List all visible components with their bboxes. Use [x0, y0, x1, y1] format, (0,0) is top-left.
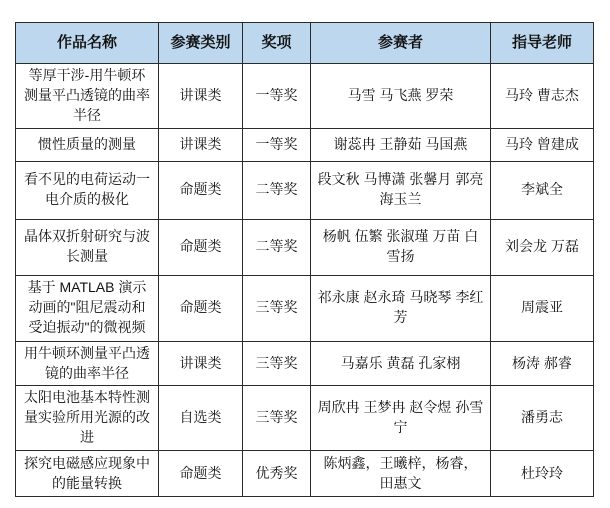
header-category: 参赛类别 — [159, 23, 243, 64]
cell-category: 讲课类 — [159, 64, 243, 129]
cell-category: 自选类 — [159, 386, 243, 451]
cell-participants: 杨帆 伍繁 张淑瑾 万苗 白雪扬 — [311, 219, 491, 275]
cell-category: 命题类 — [159, 451, 243, 497]
cell-award: 一等奖 — [243, 64, 311, 129]
cell-participants: 陈炳鑫，王曦梓，杨睿，田惠文 — [311, 451, 491, 497]
cell-award: 优秀奖 — [243, 451, 311, 497]
cell-advisor: 潘勇志 — [491, 386, 594, 451]
cell-award: 三等奖 — [243, 275, 311, 341]
cell-participants: 马嘉乐 黄磊 孔家栩 — [311, 341, 491, 386]
cell-work-title: 探究电磁感应现象中的能量转换 — [16, 451, 159, 497]
cell-work-title: 太阳电池基本特性测量实验所用光源的改进 — [16, 386, 159, 451]
cell-participants: 马雪 马飞燕 罗荣 — [311, 64, 491, 129]
cell-category: 讲课类 — [159, 128, 243, 161]
cell-award: 三等奖 — [243, 386, 311, 451]
cell-advisor: 刘会龙 万磊 — [491, 219, 594, 275]
cell-advisor: 李斌全 — [491, 161, 594, 219]
cell-work-title: 用牛顿环测量平凸透镜的曲率半径 — [16, 341, 159, 386]
cell-participants: 谢蕊冉 王静茹 马国燕 — [311, 128, 491, 161]
cell-work-title: 等厚干涉-用牛顿环测量平凸透镜的曲率半径 — [16, 64, 159, 129]
table-row — [16, 128, 594, 161]
cell-award: 一等奖 — [243, 128, 311, 161]
cell-category: 讲课类 — [159, 341, 243, 386]
cell-participants: 祁永康 赵永琦 马晓琴 李红芳 — [311, 275, 491, 341]
cell-advisor: 马玲 曾建成 — [491, 128, 594, 161]
awards-table-container — [15, 22, 594, 497]
table-row — [16, 451, 594, 497]
cell-work-title: 基于 MATLAB 演示动画的"阻尼震动和受迫振动"的微视频 — [16, 275, 159, 341]
cell-award: 三等奖 — [243, 341, 311, 386]
header-row — [16, 23, 594, 64]
table-row — [16, 219, 594, 275]
cell-category: 命题类 — [159, 219, 243, 275]
table-row — [16, 386, 594, 451]
cell-advisor: 杨涛 郝睿 — [491, 341, 594, 386]
table-row — [16, 275, 594, 341]
table-row — [16, 341, 594, 386]
cell-participants: 周欣冉 王梦冉 赵令煜 孙雪宁 — [311, 386, 491, 451]
cell-work-title: 晶体双折射研究与波长测量 — [16, 219, 159, 275]
cell-category: 命题类 — [159, 161, 243, 219]
header-work-title: 作品名称 — [16, 23, 159, 64]
cell-award: 二等奖 — [243, 161, 311, 219]
cell-work-title: 看不见的电荷运动一电介质的极化 — [16, 161, 159, 219]
cell-advisor: 马玲 曹志杰 — [491, 64, 594, 129]
header-advisor: 指导老师 — [491, 23, 594, 64]
header-participants: 参赛者 — [311, 23, 491, 64]
table-row — [16, 64, 594, 129]
cell-advisor: 周震亚 — [491, 275, 594, 341]
awards-table — [15, 22, 594, 497]
cell-award: 二等奖 — [243, 219, 311, 275]
cell-work-title: 惯性质量的测量 — [16, 128, 159, 161]
cell-category: 命题类 — [159, 275, 243, 341]
cell-advisor: 杜玲玲 — [491, 451, 594, 497]
table-row — [16, 161, 594, 219]
cell-participants: 段文秋 马博潇 张馨月 郭亮 海玉兰 — [311, 161, 491, 219]
header-award: 奖项 — [243, 23, 311, 64]
